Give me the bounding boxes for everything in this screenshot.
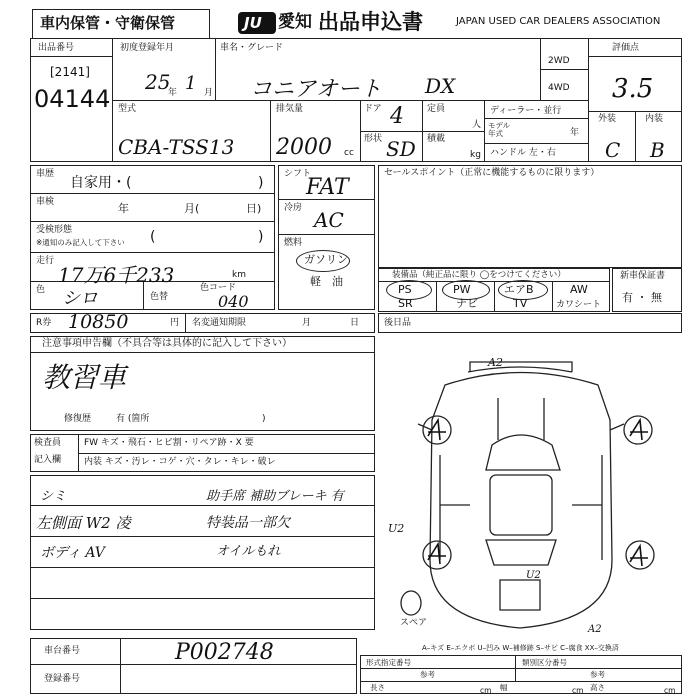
association-name: JAPAN USED CAR DEALERS ASSOCIATION xyxy=(456,16,661,27)
inspector-fw-line: FW キズ・飛石・ヒビ割・リペア跡・X 要 xyxy=(84,438,254,448)
equip-tv: TV xyxy=(513,297,528,310)
grade-score-label: 評価点 xyxy=(612,43,640,53)
chassis-label: 車台番号 xyxy=(44,646,81,656)
recycle-unit: 円 xyxy=(170,318,180,328)
remark-2: 左側面 W2 凌 xyxy=(36,514,131,532)
grade-score-value: 3.5 xyxy=(612,74,654,104)
type-value: CBA-TSS13 xyxy=(118,135,235,159)
dealer-label: ディーラー・並行 xyxy=(490,106,562,116)
recycle-label: R券 xyxy=(36,318,52,328)
handle-label: ハンドル 左・右 xyxy=(490,148,556,158)
registration-label: 初度登録年月 xyxy=(120,43,175,53)
class-number-label: 類別区分番号 xyxy=(522,658,567,667)
mileage-value: 17万6千233 xyxy=(58,263,175,287)
inspection-month: 月( xyxy=(184,202,200,215)
exterior-value: C xyxy=(605,138,621,162)
length-unit: cm xyxy=(480,686,492,695)
inspection-year: 年 xyxy=(118,202,129,215)
color-code-label: 色コード xyxy=(200,283,237,293)
equip-sr: SR xyxy=(398,297,413,310)
registration-year: 25 xyxy=(145,70,171,94)
history-label: 車歴 xyxy=(36,169,55,179)
equip-pw: PW xyxy=(453,283,471,296)
load-label: 積載 xyxy=(427,134,446,144)
storage-label: 車内保管・守衛保管 xyxy=(40,14,176,32)
inspection-label: 車検 xyxy=(36,197,55,207)
equip-aw: AW xyxy=(570,283,588,296)
remark-5: 特装品一部欠 xyxy=(206,515,290,531)
displacement-value: 2000 xyxy=(276,135,332,160)
height-unit: cm xyxy=(664,686,676,695)
notes-label: 注意事項申告欄（不具合等は具体的に記入して下さい） xyxy=(42,338,292,349)
diagram-mark-rear: A2 xyxy=(588,624,602,635)
history-value: 自家用・( xyxy=(70,175,132,191)
remark-4: 助手席 補助ブレーキ 有 xyxy=(206,489,344,504)
doors-label: ドア xyxy=(364,104,382,114)
displacement-label: 排気量 xyxy=(276,104,304,114)
recycle-value: 10850 xyxy=(68,311,129,333)
inspector-entry-label: 記入欄 xyxy=(34,455,62,465)
model-year-label: モデル 年式 xyxy=(488,121,511,138)
repair-value: 有 (箇所 xyxy=(116,414,150,424)
inspector-label: 検査員 xyxy=(34,438,62,448)
equip-leather: カワシート xyxy=(556,300,602,310)
plate-label: 登録番号 xyxy=(44,674,81,684)
selling-points-frame xyxy=(378,165,682,268)
interior-label: 内装 xyxy=(645,114,664,124)
form-title: 出品申込書 xyxy=(318,10,423,34)
notes-value: 教習車 xyxy=(42,361,127,394)
equip-ps-circle xyxy=(386,280,432,300)
certificate-close: ) xyxy=(258,229,264,245)
warranty-value: 有 ・ 無 xyxy=(622,291,662,304)
displacement-unit: cc xyxy=(344,148,354,158)
fuel-label: 燃料 xyxy=(284,238,303,248)
remark-3: ボディ AV xyxy=(40,545,105,561)
warranty-label: 新車保証書 xyxy=(620,271,666,281)
model-name: コニアオート xyxy=(250,77,382,102)
type-label: 型式 xyxy=(118,104,137,114)
registration-month: 1 xyxy=(185,73,197,94)
width-label: 幅 xyxy=(500,683,508,692)
lot-label: 出品番号 xyxy=(38,43,75,53)
diagram-mark-left: U2 xyxy=(388,522,405,535)
ac-value: AC xyxy=(314,208,344,232)
capacity-label: 定員 xyxy=(427,104,446,114)
form-number-label: 形式指定番号 xyxy=(366,658,411,667)
fuel-diesel: 軽 油 xyxy=(310,275,343,288)
selling-points-label: セールスポイント（正常に機能するものに限ります） xyxy=(384,168,600,178)
inspector-int-line: 内装 キズ・汚レ・コゲ・穴・タレ・キレ・破レ xyxy=(84,457,276,467)
rear-seat-frame xyxy=(378,313,682,333)
region-label: 愛知 xyxy=(278,12,312,32)
mileage-unit: km xyxy=(232,270,246,280)
rear-seat-label: 後日品 xyxy=(384,318,412,328)
drive-4wd: 4WD xyxy=(548,83,570,93)
history-close: ) xyxy=(258,175,264,191)
fuel-gasoline: ガソリン xyxy=(304,253,348,266)
model-label: 車名・グレード xyxy=(220,43,284,53)
shape-value: SD xyxy=(386,137,416,161)
equip-airbag: エアB xyxy=(504,283,534,296)
color-code-value: 040 xyxy=(218,292,249,311)
equip-pw-circle xyxy=(442,280,490,300)
remark-1: シミ xyxy=(40,489,67,504)
ref-label-1: 参考 xyxy=(420,670,435,679)
remark-6: オイルもれ xyxy=(216,544,281,559)
lot-sub-number: [2141] xyxy=(50,65,90,79)
shift-value: FAT xyxy=(306,175,349,200)
doors-value: 4 xyxy=(390,104,404,129)
diagram-mark-trunk: U2 xyxy=(526,570,541,581)
mileage-label: 走行 xyxy=(36,256,55,266)
registration-year-unit: 年 xyxy=(168,88,178,98)
color-value: シロ xyxy=(62,288,98,309)
equip-ps: PS xyxy=(398,283,412,296)
color-label: 色 xyxy=(36,285,46,295)
spare-label: スペア xyxy=(400,618,428,628)
inspection-date: 日) xyxy=(246,202,262,215)
notice-day: 日 xyxy=(350,318,360,328)
ac-label: 冷房 xyxy=(284,203,303,213)
notice-label: 名変通知期限 xyxy=(192,318,247,328)
certificate-sub: ※通知のみ記入して下さい xyxy=(36,238,125,247)
damage-legend: A–キズ E–エクボ U–凹み W–補修跡 S–サビ C–腐食 XX–交換済 xyxy=(422,644,619,652)
ju-logo-text: JU xyxy=(244,14,262,32)
shift-label: シフト xyxy=(284,169,312,179)
color-change-label: 色替 xyxy=(150,292,169,302)
certificate-open: ( xyxy=(150,229,156,245)
drive-2wd: 2WD xyxy=(548,56,570,66)
chassis-value: P002748 xyxy=(175,640,274,665)
load-unit: kg xyxy=(470,150,481,160)
interior-value: B xyxy=(650,138,665,162)
repair-label: 修復歴 xyxy=(64,414,92,424)
capacity-unit: 人 xyxy=(472,120,482,130)
diagram-mark-top: A2 xyxy=(488,356,503,369)
width-unit: cm xyxy=(572,686,584,695)
certificate-label: 受検形態 xyxy=(36,225,73,235)
equip-airbag-circle xyxy=(498,280,548,300)
model-grade: DX xyxy=(425,74,456,98)
lot-number: 04144 xyxy=(34,85,111,113)
length-label: 長さ xyxy=(370,683,385,692)
ju-logo xyxy=(238,12,276,34)
ref-label-2: 参考 xyxy=(590,670,605,679)
registration-month-unit: 月 xyxy=(204,88,214,98)
equipment-label: 装備品（純正品に限り ◯をつけてください） xyxy=(392,270,566,280)
equip-navi: ナビ xyxy=(456,297,478,310)
shape-label: 形状 xyxy=(364,134,383,144)
exterior-label: 外装 xyxy=(598,114,617,124)
notice-month: 月 xyxy=(302,318,312,328)
height-label: 高さ xyxy=(590,683,605,692)
model-year-unit: 年 xyxy=(570,128,580,138)
repair-close: ) xyxy=(262,414,266,424)
